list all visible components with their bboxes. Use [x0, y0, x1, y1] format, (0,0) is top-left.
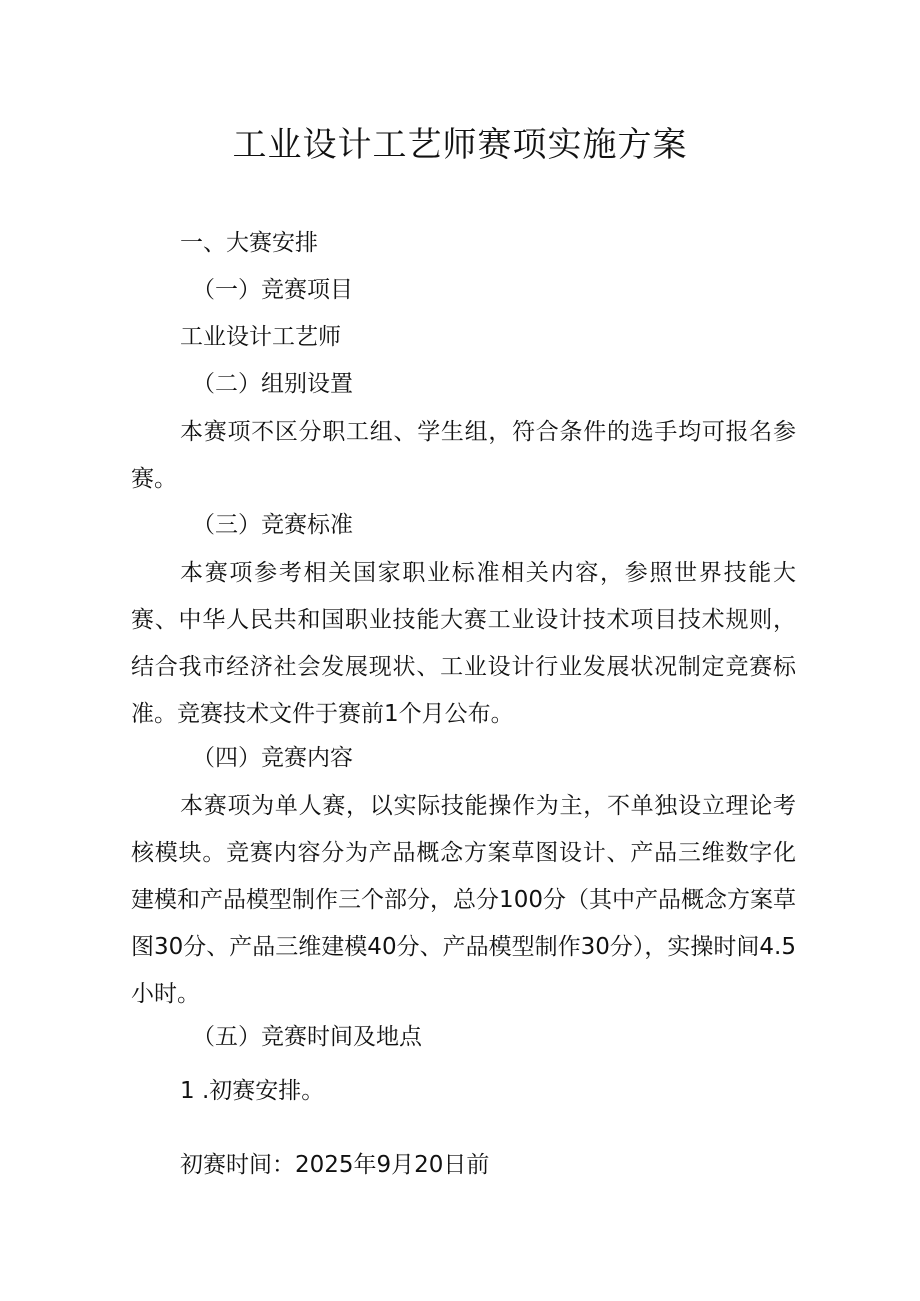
- document-title: 工业设计工艺师赛项实施方案: [232, 125, 688, 165]
- subheading-group-setting: （二）组别设置: [192, 371, 353, 397]
- competition-standard-paragraph: 本赛项参考相关国家职业标准相关内容，参照世界技能大赛、中华人民共和国职业技能大赛工业设计技术项目技术规则，结合我市经济社会发展现状、工业设计行业发展状况制定竞赛标准。竞赛技术文件于赛前1个月公布。: [131, 560, 796, 727]
- subheading-competition-item: （一）竞赛项目: [192, 277, 353, 303]
- section-heading-arrangement: 一、大赛安排: [180, 230, 318, 256]
- competition-item-text: 工业设计工艺师: [180, 324, 341, 350]
- group-setting-paragraph: 本赛项不区分职工组、学生组，符合条件的选手均可报名参赛。: [131, 419, 796, 492]
- competition-content-paragraph: 本赛项为单人赛，以实际技能操作为主，不单独设立理论考核模块。竞赛内容分为产品概念方案草图设计、产品三维数字化建模和产品模型制作三个部分，总分100分（其中产品概念方案草图30分、产品三维建模40分、产品模型制作30分），实操时间4.5小时。: [131, 793, 796, 1007]
- subheading-time-location: （五）竞赛时间及地点: [192, 1024, 422, 1050]
- subheading-competition-content: （四）竞赛内容: [192, 745, 353, 771]
- preliminary-time: 初赛时间：2025年9月20日前: [180, 1152, 490, 1178]
- subheading-competition-standard: （三）竞赛标准: [192, 512, 353, 538]
- preliminary-arrangement: 1 .初赛安排。: [180, 1078, 325, 1104]
